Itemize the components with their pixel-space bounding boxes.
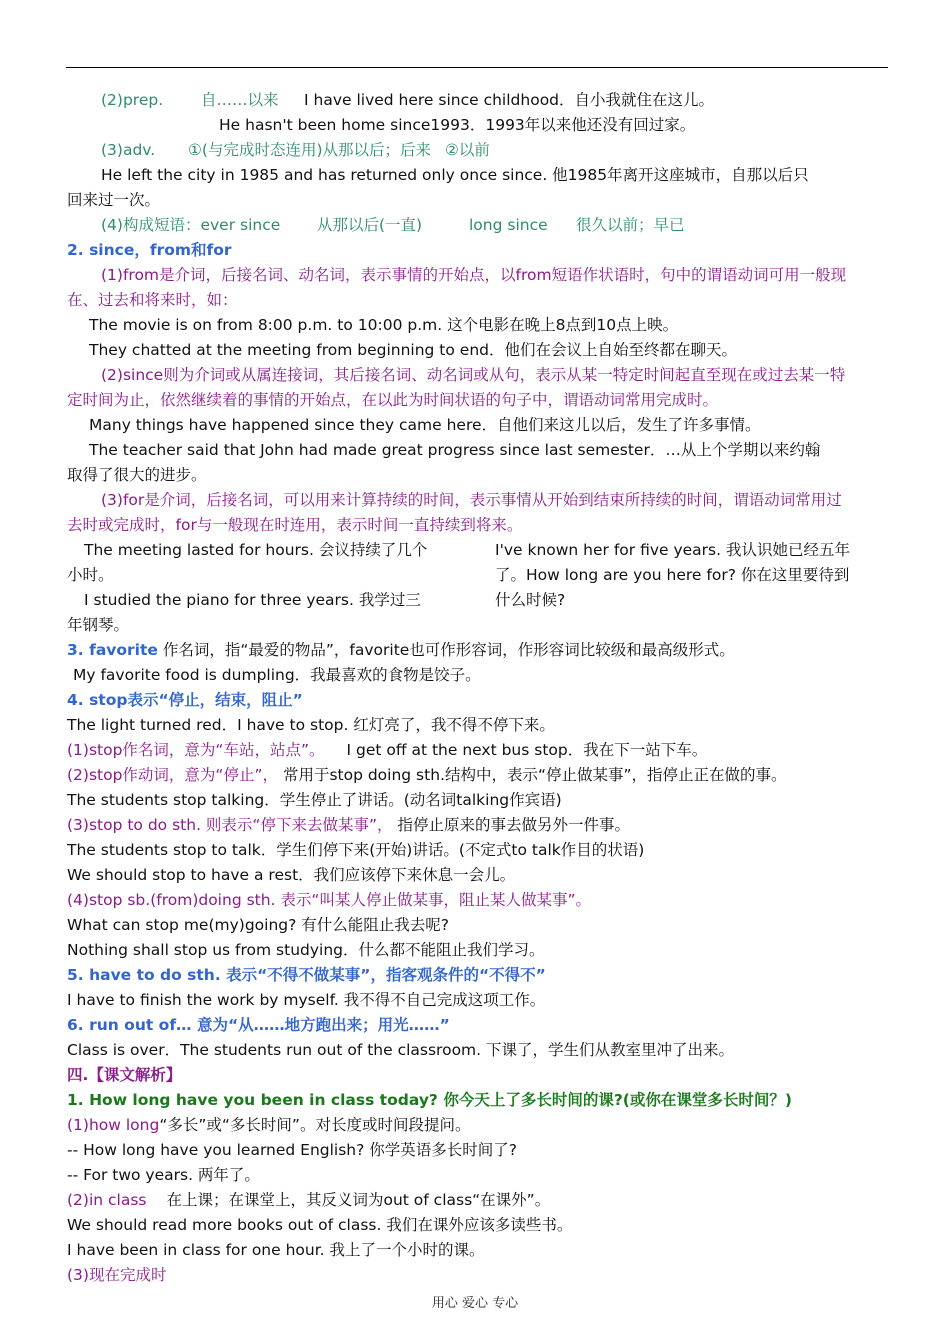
line-prep <box>67 88 889 112</box>
heading-since-from-for: 2. since，from和for <box>67 241 232 259</box>
example-how-long-english: -- How long have you learned English? 你学英语多长时间了? <box>67 1141 518 1159</box>
example-light: The light turned red．I have to stop. 红灯亮了，我不得不停下来。 <box>67 716 555 734</box>
example-one-hour: I have been in class for one hour. 我上了一个小时的课。 <box>67 1241 485 1259</box>
page-footer: 用心 爱心 专心 <box>431 1296 519 1311</box>
adv-label: (3)adv. <box>101 141 156 159</box>
example-stop-to-talk: The students stop to talk．学生们停下来(开始)讲话。(不定式to talk作目的状语) <box>67 841 645 859</box>
prep-label: (2)prep. <box>101 91 164 109</box>
header-rule <box>66 67 888 68</box>
example-class-over: Class is over．The students run out of the classroom. 下课了，学生们从教室里冲了出来。 <box>67 1041 735 1059</box>
heading-how-long: 1. How long have you been in class today? 你今天上了多长时间的课?(或你在课堂多长时间？) <box>67 1091 792 1109</box>
example-teacher: The teacher said that John had made great progress since last semester．…从上个学期以来约翰 <box>89 441 821 459</box>
prep-example: I have lived here since childhood．自小我就住在这儿。 <box>304 91 715 109</box>
col2-line2: 了。How long are you here for? 你在这里要待到 <box>495 566 850 584</box>
para-from-cont: 在、过去和将来时，如： <box>67 291 238 309</box>
phrase-ever-since: (4)构成短语：ever since <box>101 216 281 234</box>
para-from: (1)from是介词，后接名词、动名词，表示事情的开始点，以from短语作状语时，句中的谓语动词可用一般现 <box>101 266 847 284</box>
how-long-def: (1)how long“多长”或“多长时间”。对长度或时间段提问。 <box>67 1116 471 1134</box>
example-many-things: Many things have happened since they came here．自他们来这儿以后，发生了许多事情。 <box>89 416 761 434</box>
stop-to-do: (3)stop to do sth. 则表示“停下来去做某事”， 指停止原来的事去做另外一件事。 <box>67 816 630 834</box>
stop-noun: (1)stop作名词，意为“车站，站点”。 I get off at the next bus stop．我在下一站下车。 <box>67 741 708 759</box>
example-chatted: They chatted at the meeting from beginning to end．他们在会议上自始至终都在聊天。 <box>89 341 737 359</box>
prep-meaning: 自……以来 <box>201 91 279 109</box>
example-two-years: -- For two years. 两年了。 <box>67 1166 260 1184</box>
example-what-can-stop: What can stop me(my)going? 有什么能阻止我去呢? <box>67 916 449 934</box>
example-movie: The movie is on from 8:00 p.m. to 10:00 p.m. 这个电影在晚上8点到10点上映。 <box>89 316 679 334</box>
col2-line1: I've known her for five years. 我认识她已经五年 <box>495 541 850 559</box>
para-for: (3)for是介词，后接名词，可以用来计算持续的时间，表示事情从开始到结束所持续的时间，谓语动词常用过 <box>101 491 842 509</box>
line-phrases: (4)构成短语：ever since 从那以后(一直) long since 很久以前；早已 <box>67 213 889 237</box>
adv-meaning-1: ①(与完成时态连用)从那以后；后来 <box>188 141 431 159</box>
phrase-long-since: long since <box>469 216 548 234</box>
col1-line3: I studied the piano for three years. 我学过三 <box>84 591 421 609</box>
heading-have-to: 5. have to do sth. 表示“不得不做某事”，指客观条件的“不得不” <box>67 966 546 984</box>
heading-stop: 4. stop表示“停止，结束，阻止” <box>67 691 303 709</box>
adv-meaning-2: ②以前 <box>445 141 490 159</box>
line-adv-example-cont: 回来过一次。 <box>67 191 161 209</box>
example-finish-work: I have to finish the work by myself. 我不得不自己完成这项工作。 <box>67 991 546 1009</box>
para-since: (2)since则为介词或从属连接词，其后接名词、动名词或从句，表示从某一特定时间起直至现在或过去某一特 <box>101 366 846 384</box>
stop-verb: (2)stop作动词，意为“停止”， 常用于stop doing sth.结构中，表示“停止做某事”，指停止正在做的事。 <box>67 766 787 784</box>
line-adv <box>67 138 889 162</box>
heading-favorite: 3. favorite 作名词，指“最爱的物品”，favorite也可作形容词，作形容词比较级和最高级形式。 <box>67 641 735 659</box>
heading-run-out-of: 6. run out of… 意为“从……地方跑出来；用光……” <box>67 1016 450 1034</box>
example-stop-talking: The students stop talking．学生停止了讲话。(动名词talking作宾语) <box>67 791 562 809</box>
col1-line1: The meeting lasted for hours. 会议持续了几个 <box>84 541 428 559</box>
line-adv-example: He left the city in 1985 and has returned only once since. 他1985年离开这座城市，自那以后只 <box>101 166 809 184</box>
example-rest: We should stop to have a rest．我们应该停下来休息一会儿。 <box>67 866 516 884</box>
section-text-analysis: 四.【课文解析】 <box>67 1066 182 1084</box>
example-dumpling: My favorite food is dumpling．我最喜欢的食物是饺子。 <box>73 666 481 684</box>
present-perfect-heading: (3)现在完成时 <box>67 1266 167 1284</box>
para-since-cont: 定时间为止，依然继续着的事情的开始点，在以此为时间状语的句子中，谓语动词常用完成时。 <box>67 391 719 409</box>
col1-line2: 小时。 <box>67 566 114 584</box>
example-nothing-shall: Nothing shall stop us from studying．什么都不能阻止我们学习。 <box>67 941 545 959</box>
col2-line3: 什么时候? <box>495 591 566 609</box>
stop-sb-from: (4)stop sb.(from)doing sth. 表示“叫某人停止做某事，阻止某人做某事”。 <box>67 891 591 909</box>
line-prep-example2: He hasn't been home since1993．1993年以来他还没有回过家。 <box>219 116 696 134</box>
para-for-cont: 去时或完成时，for与一般现在时连用，表示时间一直持续到将来。 <box>67 516 523 534</box>
col1-line4: 年钢琴。 <box>67 616 130 634</box>
example-teacher-cont: 取得了很大的进步。 <box>67 466 207 484</box>
example-read-books: We should read more books out of class. 我们在课外应该多读些书。 <box>67 1216 573 1234</box>
in-class-def: (2)in class 在上课；在课堂上，其反义词为out of class“在课外”。 <box>67 1191 551 1209</box>
